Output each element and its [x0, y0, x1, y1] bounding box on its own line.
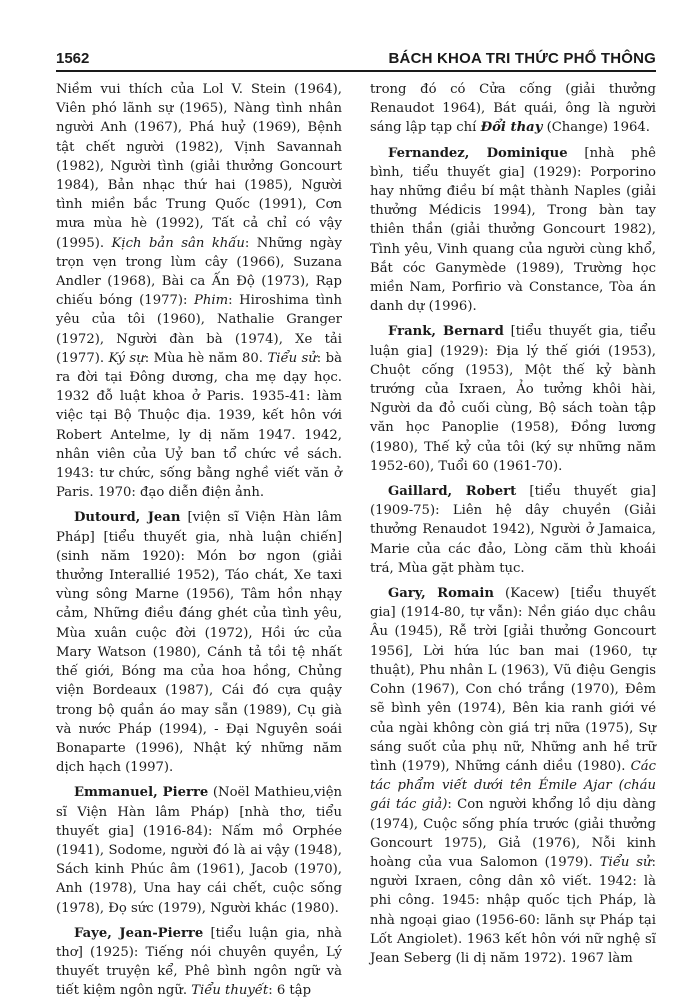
dictionary-entry: [370, 322, 656, 476]
entry-emphasis: Kịch bản sân khấu: [111, 235, 245, 251]
entry-emphasis: Ký sự: [108, 350, 145, 366]
entry-emphasis: Tiểu sử: [599, 854, 652, 870]
dictionary-entry: [370, 144, 656, 317]
entry-text: (Change) 1964.: [542, 120, 650, 136]
page-header: [56, 44, 656, 72]
entry-text: : Hiroshima tình yêu của tôi (1960), Nathalie Granger (1972), Người đàn bà (1974), Xe tải (1977).: [56, 293, 342, 366]
entry-emphasis: Phim: [194, 293, 229, 309]
text-columns: [56, 80, 656, 999]
dictionary-entry: [56, 924, 342, 1001]
entry-emphasis: Tiểu sử: [267, 350, 317, 366]
entry-continuation: [56, 80, 342, 502]
entry-continuation: [370, 80, 656, 138]
entry-headword: Frank, Bernard: [388, 324, 504, 340]
dictionary-entry: [56, 783, 342, 917]
entry-text: [tiểu luận gia, nhà thơ] (1925): Tiếng nói chuyên quyền, Lý thuyết truyện kể, Phê bình ngôn ngữ và tiết kiệm ngôn ngữ.: [56, 925, 342, 999]
dictionary-entry: [370, 584, 656, 968]
entry-headword: Gaillard, Robert: [388, 484, 517, 500]
entry-headword: Dutourd, Jean: [74, 510, 181, 526]
entry-emphasis: Tiểu thuyết: [191, 983, 269, 999]
entry-text: [viện sĩ Viện Hàn lâm Pháp] [tiểu thuyết gia, nhà luận chiến] (sinh năm 1920): Món bơ ngon (giải thưởng Interallié 1952), Táo chát, Xe taxi vùng sông Marne (1956), Tâm hồn nhạy cảm, Những điều đáng ghét của tình yêu, Mùa xuân cuộc đời (1972), Hồi ức của Mary Watson (1980), Cánh tả tồi tệ nhất thế giới, Bóng ma của hoa hồng, Chủng viện Bordeaux (1987), Cái đó cựa quậy trong bộ quần áo may sẵn (1989), Cụ già và nước Pháp (1994), - Đại Nguyên soái Bonaparte (1996), Nhật ký những năm dịch hạch (1997).: [56, 510, 342, 776]
entry-text: Niềm vui thích của Lol V. Stein (1964), Viên phó lãnh sự (1965), Nàng tình nhân người Anh (1967), Phá huỷ (1969), Bệnh tật chết người (1982), Vịnh Savannah (1982), Người tình (giải thưởng Goncourt 1984), Bản nhạc thứ hai (1985), Người tình miền bắc Trung Quốc (1991), Cơn mưa mùa hè (1992), Tất cả chỉ có vậy (1995).: [56, 82, 342, 251]
entry-text: trong đó có Cửa cống (giải thưởng Renaudot 1964), Bát quái, ông là người sáng lập tạp chí: [370, 82, 656, 136]
left-column: [56, 80, 342, 999]
entry-headword: Gary, Romain: [388, 586, 495, 602]
entry-text: : 6 tập: [268, 983, 312, 999]
entry-text: [nhà phê bình, tiểu thuyết gia] (1929): Porporino hay những điều bí mật thành Naples (giải thưởng Médicis 1994), Trong bàn tay thiên thần (giải thưởng Goncourt 1982), Tình yêu, Vinh quang của người cùng khổ, Bắt cóc Ganymède (1989), Trường học miền Nam, Porfirio và Constance, Tòa án danh dự (1996).: [370, 145, 656, 315]
entry-text: [tiểu thuyết gia, tiểu luận gia] (1929): Địa lý thế giới (1953), Chuột cống (1953), Một thế kỷ bành trướng của Ixraen, Ảo tưởng khôi hài, Người da đỏ cuối cùng, Bộ sách toàn tập văn học Panoplie (1958), Đồng lương (1980), Thế kỷ của tôi (ký sự những năm 1952-60), Tuổi 60 (1961-70).: [370, 324, 656, 474]
entry-text: : Những ngày trọn vẹn trong lùm cây (1966), Suzana Andler (1968), Bài ca Ấn Độ (1973), Rạp chiếu bóng (1977):: [56, 235, 342, 309]
page-number: 1562: [56, 50, 90, 67]
right-column: [370, 80, 656, 966]
entry-headword: Faye, Jean-Pierre: [74, 925, 204, 941]
entry-emphasis: Các tác phẩm viết dưới tên Émile Ajar (cháu gái tác giả): [370, 758, 656, 813]
entry-text: : Mùa hè năm 80.: [144, 350, 268, 366]
entry-text: : bà ra đời tại Đông dương, cha mẹ dạy học. 1932 đỗ luật khoa ở Paris. 1935-41: làm việc tại Bộ Thuộc địa. 1939, kết hôn với Robert Antelme, ly dị năm 1947. 1942, nhân viên của Uỷ ban tổ chức về sách. 1943: tư chức, sống bằng nghề viết văn ở Paris. 1970: đạo diễn điện ảnh.: [56, 350, 342, 501]
dictionary-entry: [56, 508, 342, 777]
entry-text: (Noël Mathieu,viện sĩ Viện Hàn lâm Pháp) [nhà thơ, tiểu thuyết gia] (1916-84): Nấm mồ Orphée (1941), Sodome, người đó là ai vậy (1948), Sách kinh Phúc âm (1961), Jacob (1970), Anh (1978), Una hay cái chết, cuộc sống (1978), Đọ sức (1979), Người khác (1980).: [56, 785, 342, 916]
entry-text: [tiểu thuyết gia] (1909-75): Liên hệ dây chuyền (Giải thưởng Renaudot 1942), Người ở Jamaica, Marie của các đảo, Lòng căm thù khoái trá, Mùa gặt phàm tục.: [370, 484, 656, 576]
dictionary-entry: [370, 482, 656, 578]
entry-headword: Fernandez, Dominique: [388, 145, 568, 161]
entry-text: (Kacew) [tiểu thuyết gia] (1914-80, tự vẫn): Nền giáo dục châu Âu (1945), Rễ trời [giải thưởng Goncourt 1956], Lời hứa lúc ban mai (1960, tự thuật), Phu nhân L (1963), Vũ điệu Gengis Cohn (1967), Con chó trắng (1970), Đêm sẽ bình yên (1974), Bên kia ranh giới vé của ngài không còn giá trị nữa (1975), Sự sáng suốt của phụ nữ, Những anh hề trữ tình (1979), Những cánh diều (1980).: [370, 586, 656, 774]
entry-headword: Emmanuel, Pierre: [74, 785, 209, 801]
entry-text: : người Ixraen, công dân xô viết. 1942: là phi công. 1945: nhập quốc tịch Pháp, là nhà ngoại giao (1956-60: lãnh sự Pháp tại Lốt Angiolet). 1963 kết hôn với nữ nghệ sĩ Jean Seberg (li dị năm 1972). 1967 làm: [370, 854, 656, 966]
entry-text: : Con người khổng lồ dịu dàng (1974), Cuộc sống phía trước (giải thưởng Goncourt 1975), Giả (1976), Nỗi kinh hoàng của vua Salomon (1979).: [370, 797, 656, 870]
entry-emphasis: Đổi thay: [480, 120, 543, 136]
running-title: BÁCH KHOA TRI THỨC PHỔ THÔNG: [388, 50, 656, 67]
